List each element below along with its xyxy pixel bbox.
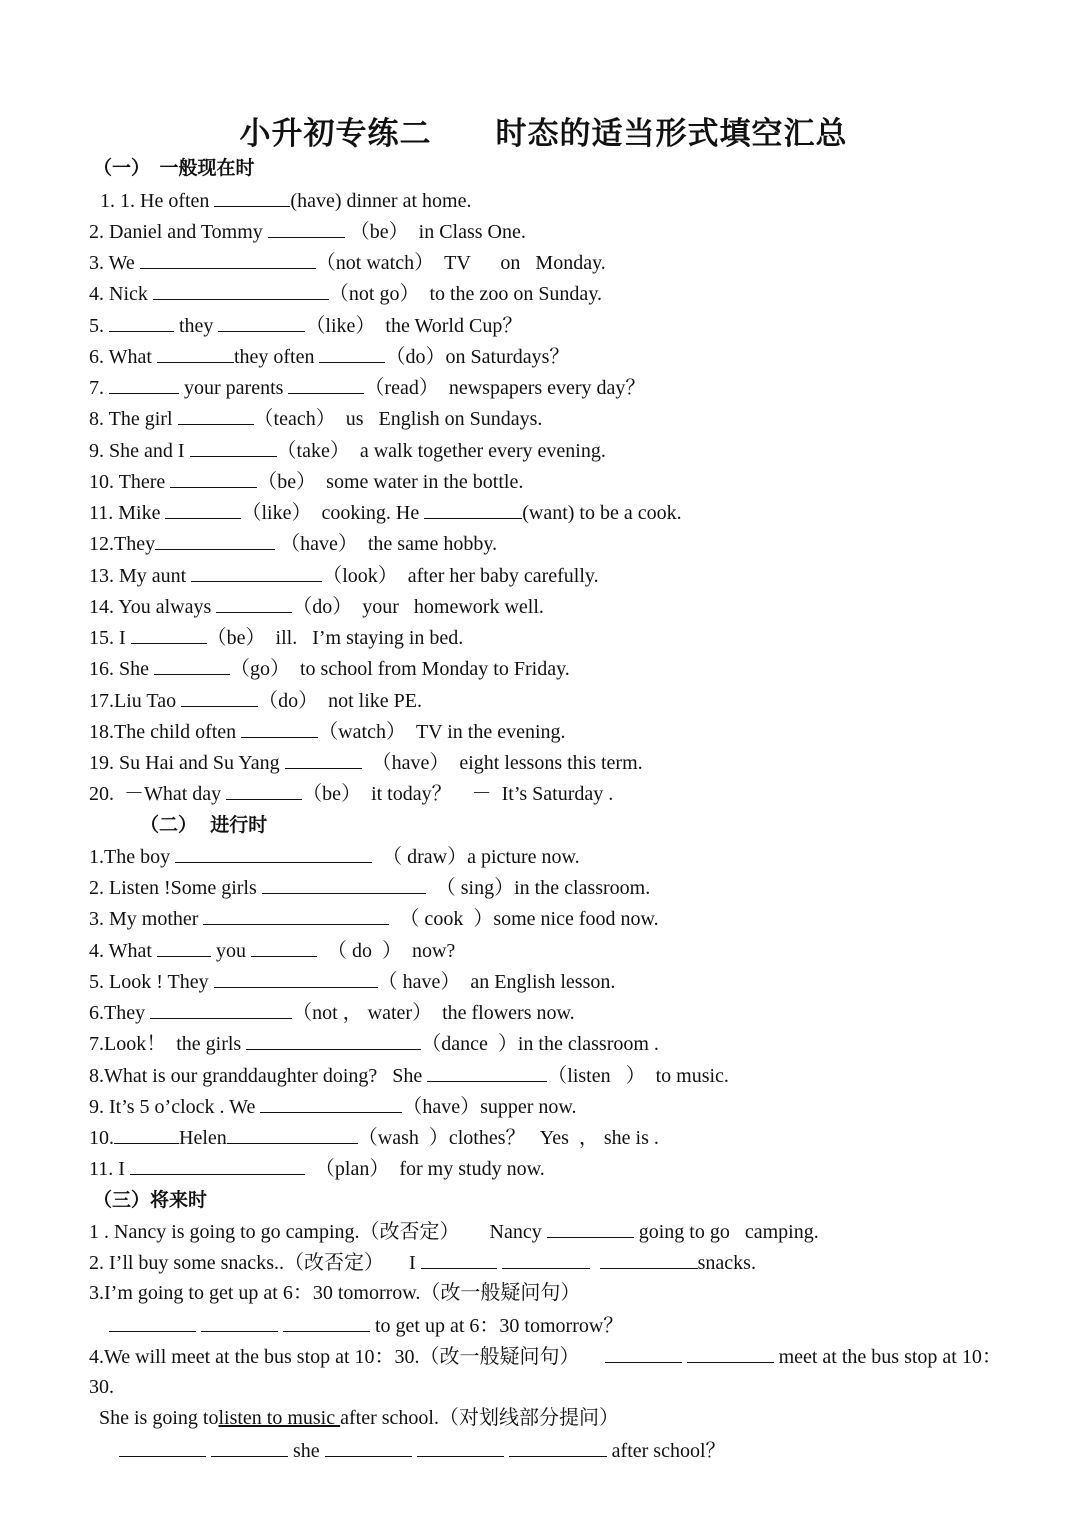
answer-blank[interactable] <box>131 623 207 644</box>
section-heading: （一） 一般现在时 <box>93 157 255 179</box>
question-text <box>89 1440 119 1462</box>
question-text: (want) to be a cook. <box>522 502 682 524</box>
question-text: （plan） for my study now. <box>304 1158 545 1180</box>
answer-blank[interactable] <box>181 686 258 707</box>
answer-blank[interactable] <box>165 498 241 519</box>
answer-blank[interactable] <box>214 967 378 988</box>
question-text: 7.Look！ the girls <box>89 1033 247 1055</box>
question-line <box>89 1029 659 1057</box>
question-text: （be） ill. I’m staying in bed. <box>206 627 464 649</box>
question-text: （like） the World Cup？ <box>305 315 523 337</box>
answer-blank[interactable] <box>150 998 292 1019</box>
answer-blank[interactable] <box>178 404 254 425</box>
answer-blank[interactable] <box>109 311 174 332</box>
question-text: （not watch） TV on Monday. <box>315 252 606 274</box>
question-text: (have) dinner at home. <box>290 190 472 212</box>
answer-blank[interactable] <box>190 436 277 457</box>
answer-blank[interactable] <box>203 904 389 925</box>
question-text: 1. 1. He often <box>100 190 215 212</box>
answer-blank[interactable] <box>155 529 275 550</box>
question-line <box>89 498 682 526</box>
answer-blank[interactable] <box>325 1436 412 1457</box>
question-text: your parents <box>179 377 289 399</box>
question-text: （read） newspapers every day？ <box>364 377 646 399</box>
question-line <box>89 279 602 307</box>
question-text: 2. I’ll buy some snacks..（改否定） I <box>89 1252 421 1274</box>
question-text: （ draw）a picture now. <box>372 846 580 868</box>
answer-blank[interactable] <box>605 1342 682 1363</box>
question-text: （go） to school from Monday to Friday. <box>230 658 570 680</box>
question-text: 3.I’m going to get up at 6：30 tomorrow.（改一般疑问句） <box>89 1282 581 1304</box>
question-text: （watch） TV in the evening. <box>318 721 566 743</box>
question-text: （be） some water in the bottle. <box>257 471 524 493</box>
question-text: 10. <box>89 1127 114 1149</box>
question-line <box>89 342 569 370</box>
question-text: 4. What <box>89 940 157 962</box>
answer-blank[interactable] <box>687 1342 774 1363</box>
question-text: （do） not like PE. <box>258 690 422 712</box>
answer-blank[interactable] <box>226 779 302 800</box>
question-text: 4.We will meet at the bus stop at 10：30.（改一般疑问句） <box>89 1346 605 1368</box>
question-text: 9. She and I <box>89 440 190 462</box>
section-heading: （三）将来时 <box>93 1189 208 1211</box>
question-text: （be） it today？ － It’s Saturday . <box>302 783 614 805</box>
question-text: （like） cooking. He <box>241 502 425 524</box>
question-line <box>89 623 463 651</box>
section-heading: （二） 进行时 <box>140 814 268 836</box>
question-text <box>590 1252 600 1274</box>
question-text: 11. I <box>89 1158 130 1180</box>
question-line <box>89 592 544 620</box>
question-text: 13. My aunt <box>89 565 192 587</box>
answer-blank[interactable] <box>201 1311 278 1332</box>
question-text: 16. She <box>89 658 154 680</box>
answer-blank[interactable] <box>214 186 290 207</box>
question-text: 7. <box>89 377 109 399</box>
question-line <box>89 873 650 901</box>
question-text: （wash ）clothes？ Yes ， she is . <box>357 1127 659 1149</box>
answer-blank[interactable] <box>268 217 345 238</box>
question-text: 4. Nick <box>89 283 153 305</box>
answer-blank[interactable] <box>170 467 257 488</box>
question-text: 1.The boy <box>89 846 176 868</box>
question-line <box>89 748 643 776</box>
question-line <box>89 686 422 714</box>
question-line <box>89 1436 726 1464</box>
answer-blank[interactable] <box>241 717 318 738</box>
question-line <box>89 904 659 932</box>
question-text: after school.（对划线部分提问） <box>340 1407 619 1429</box>
question-text: 11. Mike <box>89 502 166 524</box>
answer-blank[interactable] <box>421 1248 497 1269</box>
answer-blank[interactable] <box>246 1029 421 1050</box>
question-line <box>89 373 645 401</box>
answer-blank[interactable] <box>262 873 426 894</box>
page-title: 小升初专练二 时态的适当形式填空汇总 <box>239 116 848 152</box>
question-text: she <box>288 1440 325 1462</box>
answer-blank[interactable] <box>427 1061 547 1082</box>
answer-blank[interactable] <box>417 1436 504 1457</box>
question-line <box>89 311 522 339</box>
question-line <box>89 467 523 495</box>
question-text: 15. I <box>89 627 131 649</box>
answer-blank[interactable] <box>153 279 329 300</box>
question-text: 12.They <box>89 533 156 555</box>
question-text: 17.Liu Tao <box>89 690 182 712</box>
answer-blank[interactable] <box>260 1092 402 1113</box>
question-line <box>89 1248 756 1276</box>
question-text: 9. It’s 5 o’clock . We <box>89 1096 261 1118</box>
question-line <box>100 186 471 214</box>
answer-blank[interactable] <box>509 1436 607 1457</box>
question-text: （have）supper now. <box>402 1096 577 1118</box>
question-text: 6. What <box>89 346 157 368</box>
question-text: 2. Daniel and Tommy <box>89 221 268 243</box>
question-line <box>89 936 455 964</box>
question-line <box>89 998 575 1026</box>
question-text: 8.What is our granddaughter doing? She <box>89 1065 428 1087</box>
question-text: 6.They <box>89 1002 151 1024</box>
question-line <box>89 1123 659 1151</box>
question-line <box>89 1311 623 1339</box>
question-line <box>89 842 580 870</box>
answer-blank[interactable] <box>130 1154 305 1175</box>
question-text: （have） eight lessons this term. <box>361 752 643 774</box>
question-text: you <box>210 940 251 962</box>
question-line <box>89 561 599 589</box>
question-line <box>89 654 570 682</box>
question-line <box>89 1373 114 1401</box>
question-text: meet at the bus stop at 10： <box>773 1346 1002 1368</box>
question-text: 2. Listen !Some girls <box>89 877 262 899</box>
question-line <box>89 1061 729 1089</box>
question-line <box>89 967 615 995</box>
question-text: （look） after her baby carefully. <box>322 565 599 587</box>
answer-blank[interactable] <box>157 342 234 363</box>
question-text <box>89 1315 109 1337</box>
question-line <box>89 436 606 464</box>
question-text: snacks. <box>697 1252 756 1274</box>
question-text: 20. －What day <box>89 783 227 805</box>
question-line <box>89 248 606 276</box>
question-text: 8. The girl <box>89 408 178 430</box>
question-text: 14. You always <box>89 596 217 618</box>
question-line <box>89 404 542 432</box>
question-text: 5. Look ! They <box>89 971 214 993</box>
question-text: 1 . Nancy is going to go camping.（改否定） Nancy <box>89 1221 547 1243</box>
question-line <box>89 1342 1002 1370</box>
question-text: 5. <box>89 315 109 337</box>
question-line <box>89 1279 580 1307</box>
question-text: they <box>174 315 219 337</box>
answer-blank[interactable] <box>251 936 317 957</box>
question-text: （ have） an English lesson. <box>377 971 616 993</box>
question-text: 18.The child often <box>89 721 242 743</box>
answer-blank[interactable] <box>547 1217 634 1238</box>
answer-blank[interactable] <box>218 311 305 332</box>
answer-blank[interactable] <box>114 1123 179 1144</box>
answer-blank[interactable] <box>227 1123 358 1144</box>
answer-blank[interactable] <box>140 248 316 269</box>
question-line <box>89 529 497 557</box>
answer-blank[interactable] <box>154 654 230 675</box>
question-line <box>89 1154 545 1182</box>
question-text: （be） in Class One. <box>344 221 526 243</box>
question-text: （have） the same hobby. <box>275 533 498 555</box>
question-text: （teach） us English on Sundays. <box>253 408 543 430</box>
question-line <box>89 1404 619 1432</box>
question-text: they often <box>233 346 320 368</box>
answer-blank[interactable] <box>319 342 385 363</box>
question-line <box>89 717 566 745</box>
question-text: after school？ <box>606 1440 726 1462</box>
question-text: Helen <box>179 1127 227 1149</box>
question-text: 3. We <box>89 252 140 274</box>
answer-blank[interactable] <box>157 936 211 957</box>
question-text: （do） your homework well. <box>292 596 544 618</box>
question-text: 3. My mother <box>89 908 204 930</box>
question-text: （ do ） now? <box>316 940 456 962</box>
question-text: （ sing）in the classroom. <box>425 877 651 899</box>
answer-blank[interactable] <box>502 1248 590 1269</box>
answer-blank[interactable] <box>109 373 179 394</box>
answer-blank[interactable] <box>191 561 322 582</box>
answer-blank[interactable] <box>211 1436 288 1457</box>
question-text: She is going to <box>89 1407 219 1429</box>
question-text: going to go camping. <box>633 1221 819 1243</box>
question-text: （ cook ）some nice food now. <box>389 908 659 930</box>
answer-blank[interactable] <box>175 842 372 863</box>
question-text: （dance ）in the classroom . <box>421 1033 659 1055</box>
question-text: 19. Su Hai and Su Yang <box>89 752 285 774</box>
answer-blank[interactable] <box>288 373 364 394</box>
question-text: （not ， water） the flowers now. <box>292 1002 575 1024</box>
underlined-phrase: listen to music <box>218 1407 341 1429</box>
question-line <box>89 779 613 807</box>
question-text: 10. There <box>89 471 171 493</box>
question-text: （take） a walk together every evening. <box>276 440 606 462</box>
question-line <box>89 1217 819 1245</box>
question-text: （do）on Saturdays？ <box>385 346 570 368</box>
answer-blank[interactable] <box>109 1311 196 1332</box>
answer-blank[interactable] <box>119 1436 206 1457</box>
question-line <box>89 217 526 245</box>
answer-blank[interactable] <box>283 1311 370 1332</box>
answer-blank[interactable] <box>424 498 522 519</box>
answer-blank[interactable] <box>600 1248 698 1269</box>
question-text: to get up at 6：30 tomorrow？ <box>370 1315 624 1337</box>
question-text: （not go） to the zoo on Sunday. <box>328 283 603 305</box>
question-line <box>89 1092 577 1120</box>
answer-blank[interactable] <box>216 592 292 613</box>
question-text: 30. <box>89 1376 114 1398</box>
answer-blank[interactable] <box>285 748 362 769</box>
question-text: （listen ） to music. <box>547 1065 729 1087</box>
